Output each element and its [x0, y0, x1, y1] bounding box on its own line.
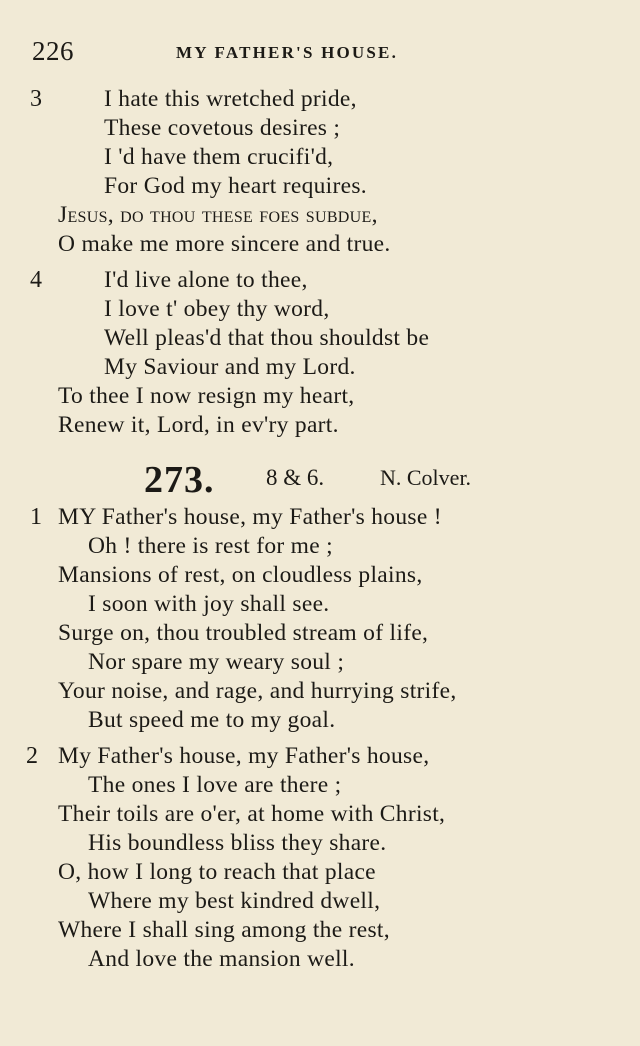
stanza-number: 1	[30, 504, 42, 530]
verse-line: I 'd have them crucifi'd,	[104, 144, 334, 170]
verse-line: Their toils are o'er, at home with Christ,	[58, 801, 446, 827]
stanza-number: 3	[30, 86, 42, 112]
hymn-number: 273.	[144, 459, 215, 501]
hymn-author: N. Colver.	[380, 465, 472, 490]
verse-line: My Father's house, my Father's house,	[58, 743, 430, 769]
verse-line: Renew it, Lord, in ev'ry part.	[58, 412, 339, 438]
stanza-number: 2	[26, 743, 38, 769]
verse-line: Well pleas'd that thou shouldst be	[104, 325, 430, 351]
verse-line: His boundless bliss they share.	[88, 830, 387, 856]
running-title: MY FATHER'S HOUSE.	[176, 43, 399, 62]
verse-line: I soon with joy shall see.	[88, 591, 330, 617]
verse-line: These covetous desires ;	[104, 115, 341, 141]
verse-line: But speed me to my goal.	[88, 707, 336, 733]
stanza-number: 4	[30, 267, 42, 293]
verse-line: O make me more sincere and true.	[58, 231, 391, 257]
verse-line: My Saviour and my Lord.	[104, 354, 356, 380]
verse-line: O, how I long to reach that place	[58, 859, 376, 885]
verse-line: Mansions of rest, on cloudless plains,	[58, 562, 423, 588]
verse-line: Where I shall sing among the rest,	[58, 917, 390, 943]
hymn-meter: 8 & 6.	[266, 465, 325, 490]
verse-line: I love t' obey thy word,	[104, 296, 330, 322]
verse-line: I hate this wretched pride,	[104, 86, 357, 112]
verse-line: Jesus, do thou these foes subdue,	[58, 202, 378, 228]
verse-line: Your noise, and rage, and hurrying strife,	[58, 678, 457, 704]
page-header	[26, 36, 586, 76]
verse-line: I'd live alone to thee,	[104, 267, 308, 293]
hymn-heading	[0, 458, 640, 501]
verse-line: Oh ! there is rest for me ;	[88, 533, 333, 559]
verse-line: Where my best kindred dwell,	[88, 888, 381, 914]
verse-line: Nor spare my weary soul ;	[88, 649, 345, 675]
verse-line: The ones I love are there ;	[88, 772, 342, 798]
verse-line: And love the mansion well.	[88, 946, 355, 972]
verse-line: Surge on, thou troubled stream of life,	[58, 620, 429, 646]
verse-line: To thee I now resign my heart,	[58, 383, 355, 409]
verse-line: For God my heart requires.	[104, 173, 367, 199]
verse-line: MY Father's house, my Father's house !	[58, 504, 442, 530]
page-number: 226	[32, 36, 74, 66]
